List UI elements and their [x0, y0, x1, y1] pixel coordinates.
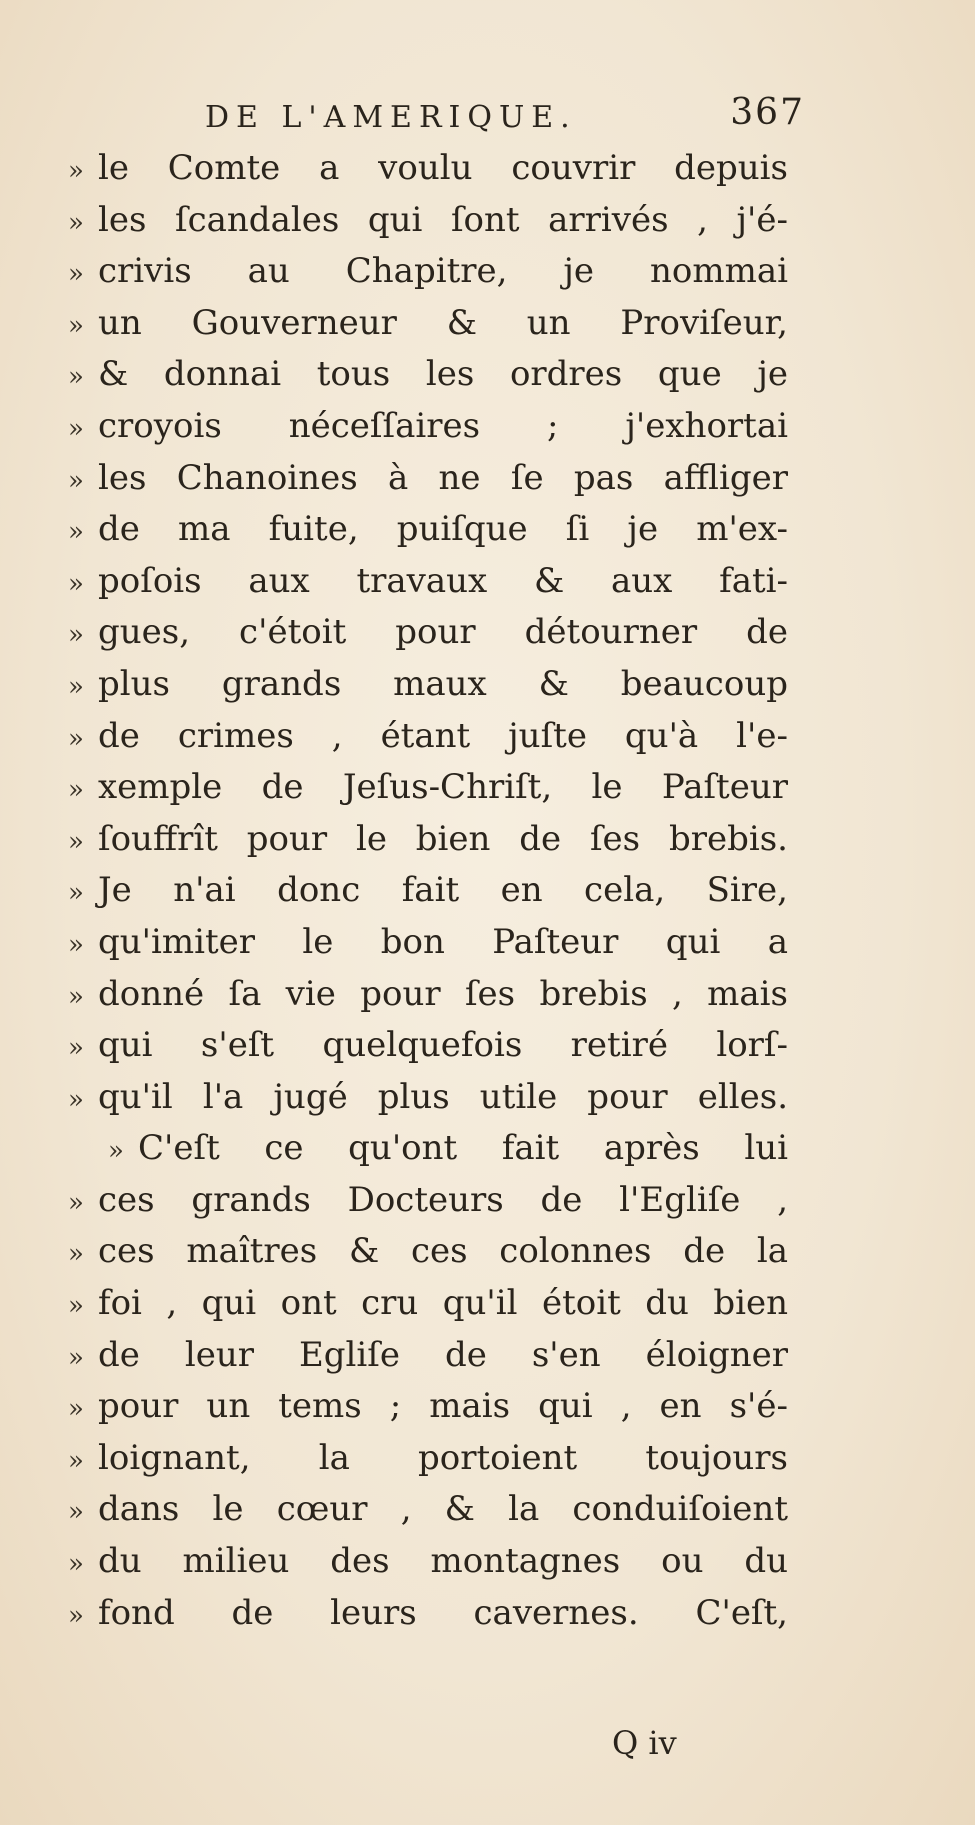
line-text: loignant, la portoient toujours	[98, 1437, 788, 1478]
running-head: DE L'AMERIQUE.	[205, 100, 577, 135]
quotation-mark: »	[68, 1187, 84, 1218]
text-line	[68, 1077, 788, 1129]
line-text: de crimes , étant juſte qu'à l'e-	[98, 715, 788, 756]
text-line	[68, 1231, 788, 1283]
line-text: C'eſt ce qu'ont fait après lui	[138, 1128, 788, 1169]
quotation-mark: »	[68, 1445, 84, 1476]
quotation-mark: »	[68, 156, 84, 186]
quotation-mark: »	[68, 310, 84, 341]
text-line	[68, 458, 788, 510]
quotation-mark: »	[68, 929, 84, 960]
line-text: de ma fuite, puiſque ſi je m'ex-	[98, 509, 788, 550]
line-text: un Gouverneur & un Proviſeur,	[98, 302, 788, 343]
quotation-mark: »	[68, 517, 84, 548]
quotation-mark: »	[68, 981, 84, 1012]
text-line	[68, 767, 788, 819]
quotation-mark: »	[68, 413, 84, 444]
page-header	[205, 92, 805, 142]
text-line	[68, 819, 788, 871]
line-text: ſouffrît pour le bien de ſes brebis.	[98, 818, 788, 859]
quotation-mark: »	[68, 620, 84, 651]
text-line	[68, 561, 788, 613]
quotation-mark: »	[68, 1394, 84, 1425]
text-line	[68, 1489, 788, 1541]
text-line	[68, 1283, 788, 1335]
line-text: gues, c'étoit pour détourner de	[98, 612, 788, 653]
page-number: 367	[730, 92, 805, 133]
quotation-mark: »	[68, 775, 84, 806]
text-line	[68, 354, 788, 406]
text-line	[68, 716, 788, 768]
quotation-mark: »	[68, 1600, 84, 1631]
text-line	[68, 303, 788, 355]
text-line	[68, 148, 788, 200]
quotation-mark: »	[68, 878, 84, 909]
line-text: Je n'ai donc fait en cela, Sire,	[98, 870, 788, 911]
line-text: poſois aux travaux & aux fati-	[98, 560, 788, 601]
quotation-mark: »	[68, 465, 84, 496]
text-line	[68, 1335, 788, 1387]
quotation-mark: »	[68, 826, 84, 857]
line-text: ces grands Docteurs de l'Egliſe ,	[98, 1179, 788, 1220]
line-text: le Comte a voulu couvrir depuis	[98, 148, 788, 188]
line-text: ces maîtres & ces colonnes de la	[98, 1231, 788, 1272]
quotation-mark: »	[68, 1342, 84, 1373]
line-text: dans le cœur , & la conduiſoient	[98, 1489, 788, 1530]
line-text: de leur Egliſe de s'en éloigner	[98, 1334, 788, 1375]
quotation-mark: »	[68, 723, 84, 754]
line-text: les Chanoines à ne ſe pas affliger	[98, 457, 788, 498]
quotation-mark: »	[68, 1549, 84, 1580]
line-text: les ſcandales qui ſont arrivés , j'é-	[98, 199, 788, 240]
quotation-mark: »	[108, 1136, 124, 1167]
text-line	[68, 664, 788, 716]
text-line	[68, 1593, 788, 1645]
line-text: croyois néceſſaires ; j'exhortai	[98, 405, 788, 446]
quotation-mark: »	[68, 207, 84, 238]
quotation-mark: »	[68, 1291, 84, 1322]
line-text: qu'imiter le bon Paſteur qui a	[98, 921, 788, 962]
text-line	[68, 1438, 788, 1490]
text-line	[68, 870, 788, 922]
quotation-mark: »	[68, 259, 84, 290]
line-text: pour un tems ; mais qui , en s'é-	[98, 1386, 788, 1427]
quotation-mark: »	[68, 1497, 84, 1528]
quotation-mark: »	[68, 568, 84, 599]
quotation-mark: »	[68, 1033, 84, 1064]
line-text: qu'il l'a jugé plus utile pour elles.	[98, 1076, 788, 1117]
line-text: fond de leurs cavernes. C'eſt,	[98, 1592, 788, 1633]
text-line	[68, 406, 788, 458]
line-text: crivis au Chapitre, je nommai	[98, 251, 788, 292]
text-line	[68, 1180, 788, 1232]
line-text: plus grands maux & beaucoup	[98, 663, 788, 704]
body-text	[68, 148, 788, 1644]
text-line	[68, 922, 788, 974]
quotation-mark: »	[68, 1239, 84, 1270]
line-text: qui s'eſt quelquefois retiré lorſ-	[98, 1025, 788, 1066]
text-line	[68, 1025, 788, 1077]
line-text: du milieu des montagnes ou du	[98, 1541, 788, 1582]
quotation-mark: »	[68, 671, 84, 702]
quotation-mark: »	[68, 362, 84, 393]
text-line-paragraph-start	[68, 1128, 788, 1180]
line-text: foi , qui ont cru qu'il étoit du bien	[98, 1283, 788, 1324]
text-line	[68, 1386, 788, 1438]
signature-mark: Q iv	[612, 1724, 677, 1762]
text-line	[68, 509, 788, 561]
line-text: donné ſa vie pour ſes brebis , mais	[98, 973, 788, 1014]
text-line	[68, 1541, 788, 1593]
text-line	[68, 612, 788, 664]
text-line	[68, 200, 788, 252]
text-line	[68, 251, 788, 303]
line-text: & donnai tous les ordres que je	[98, 354, 788, 395]
line-text: xemple de Jeſus-Chriſt, le Paſteur	[98, 767, 788, 808]
quotation-mark: »	[68, 1084, 84, 1115]
text-line	[68, 974, 788, 1026]
